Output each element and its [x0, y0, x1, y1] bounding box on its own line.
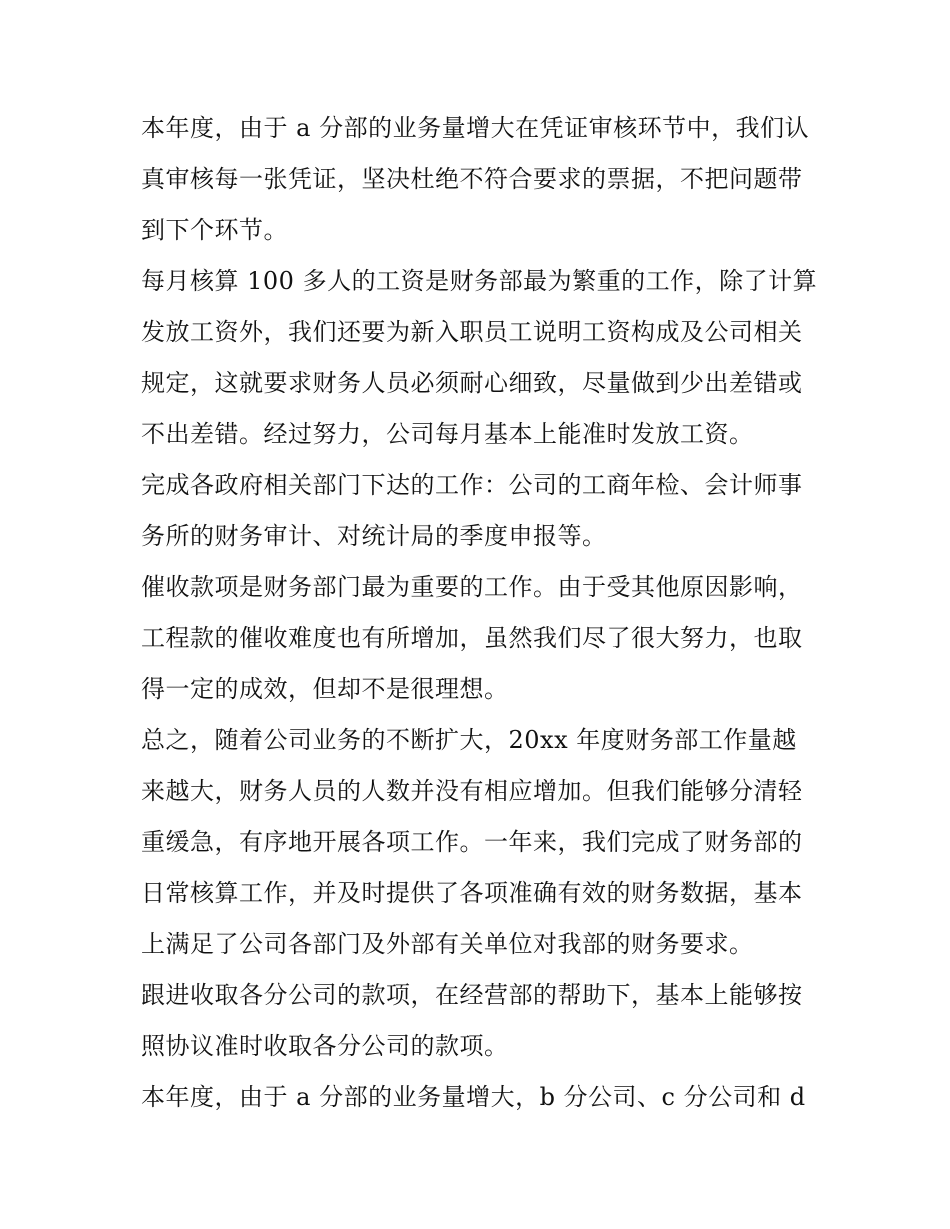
text-line: 每月核算 100 多人的工资是财务部最为繁重的工作，除了计算 [141, 267, 818, 295]
text-line: 日常核算工作，并及时提供了各项准确有效的财务数据，基本 [141, 879, 803, 907]
text-line: 总之，随着公司业务的不断扩大，20xx 年度财务部工作量越 [141, 726, 797, 754]
paragraph-collections [141, 562, 815, 715]
paragraph-annual-branches [141, 1072, 815, 1123]
paragraph-voucher-review [141, 103, 815, 256]
text-line: 规定，这就要求财务人员必须耐心细致，尽量做到少出差错或 [141, 369, 803, 397]
paragraph-summary [141, 715, 815, 970]
text-line: 务所的财务审计、对统计局的季度申报等。 [141, 522, 607, 550]
text-line: 真审核每一张凭证，坚决杜绝不符合要求的票据，不把问题带 [141, 165, 803, 193]
text-line: 上满足了公司各部门及外部有关单位对我部的财务要求。 [141, 930, 754, 958]
text-line: 到下个环节。 [141, 216, 288, 244]
paragraph-branch-payments [141, 970, 815, 1072]
paragraph-government-tasks [141, 460, 815, 562]
paragraph-payroll [141, 256, 818, 460]
text-line: 来越大，财务人员的人数并没有相应增加。但我们能够分清轻 [141, 777, 803, 805]
text-line: 跟进收取各分公司的款项，在经营部的帮助下，基本上能够按 [141, 981, 803, 1009]
text-line: 本年度，由于 a 分部的业务量增大在凭证审核环节中，我们认 [141, 114, 810, 142]
text-line: 照协议准时收取各分公司的款项。 [141, 1032, 509, 1060]
text-line: 不出差错。经过努力，公司每月基本上能准时发放工资。 [141, 420, 754, 448]
document-body [141, 103, 818, 1123]
text-line: 本年度，由于 a 分部的业务量增大，b 分公司、c 分公司和 d [141, 1083, 806, 1111]
text-line: 完成各政府相关部门下达的工作：公司的工商年检、会计师事 [141, 471, 803, 499]
text-line: 得一定的成效，但却不是很理想。 [141, 675, 509, 703]
text-line: 工程款的催收难度也有所增加，虽然我们尽了很大努力，也取 [141, 624, 803, 652]
text-line: 催收款项是财务部门最为重要的工作。由于受其他原因影响， [141, 573, 803, 601]
text-line: 重缓急，有序地开展各项工作。一年来，我们完成了财务部的 [141, 828, 803, 856]
text-line: 发放工资外，我们还要为新入职员工说明工资构成及公司相关 [141, 318, 803, 346]
